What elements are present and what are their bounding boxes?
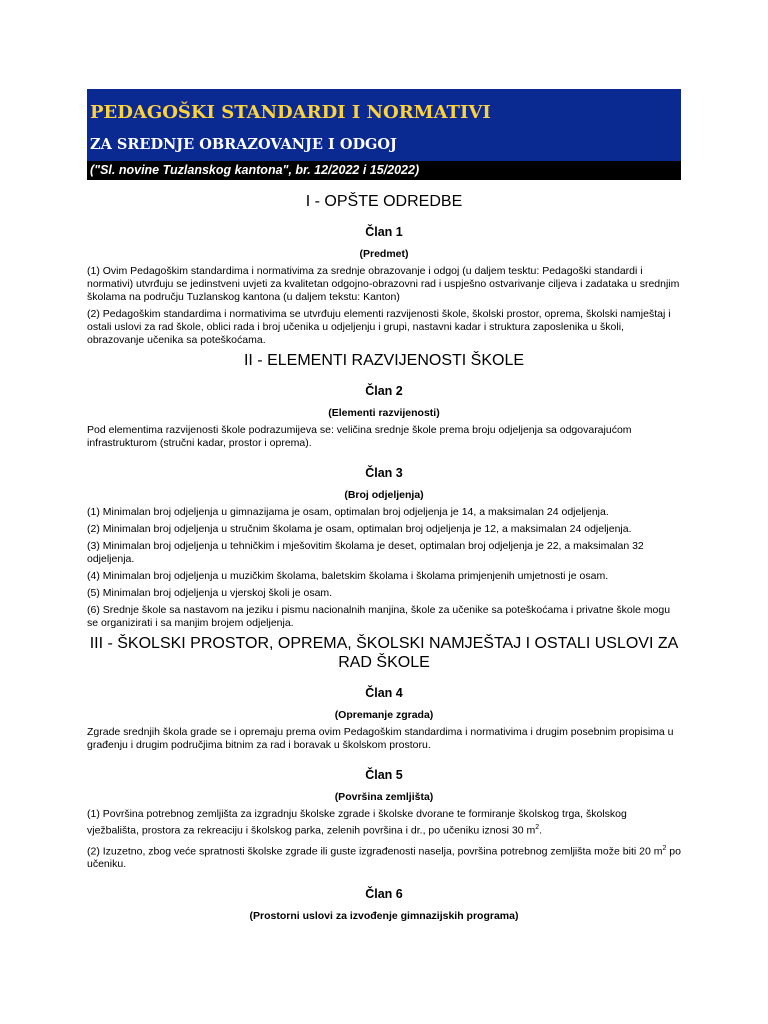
article-2-heading: (Elementi razvijenosti): [328, 407, 440, 419]
article-5-label: Član 5: [365, 768, 403, 782]
article-3-label: Član 3: [365, 466, 403, 480]
article-1-heading: (Predmet): [359, 248, 409, 260]
document-title: PEDAGOŠKI STANDARDI I NORMATIVI: [90, 102, 491, 123]
article-4-heading: (Opremanje zgrada): [334, 709, 434, 721]
article-3-paragraph-4: (4) Minimalan broj odjeljenja u muzičkim školama, baletskim školama i školama primjenjenih umjetnosti je osam.: [87, 570, 609, 582]
article-5-heading: (Površina zemljišta): [334, 791, 434, 803]
article-5-paragraph-1: (1) Površina potrebnog zemljišta za izgradnju školske zgrade i školske dvorane te formiranje školskog trga, školskog vježbališta, prostora za rekreaciju i školskog parka, zelenih površina i dr., po učeniku iznosi 30 $m^2$.: [87, 808, 627, 837]
article-2-label: Član 2: [365, 384, 403, 398]
article-5-paragraph-2: (2) Izuzetno, zbog veće spratnosti školske zgrade ili guste izgrađenosti naselja, površina potrebnog zemljišta može biti 20 $m^2$ po učeniku.: [87, 844, 681, 870]
article-3-heading: (Broj odjeljenja): [344, 489, 424, 501]
article-1-label: Član 1: [365, 225, 403, 239]
article-1-paragraph-1: (1) Ovim Pedagoškim standardima i normativima za srednje obrazovanje i odgoj (u daljem tesktu: Pedagoški standardi i normativi) utvrđuju se jedinstveni uvjeti za kvalitetan odgojno-obrazovni rad i uspješno ostvarivanje ciljeva i zadataka u srednjim školama na području Tuzlanskog kantona (u daljem tekstu: Kanton): [87, 265, 680, 303]
document-body: [87, 188, 681, 927]
article-6-heading: (Prostorni uslovi za izvođenje gimnazijskih programa): [249, 910, 519, 922]
document-subtitle: ZA SREDNJE OBRAZOVANJE I ODGOJ: [90, 136, 397, 153]
article-3-paragraph-2: (2) Minimalan broj odjeljenja u stručnim školama je osam, optimalan broj odjeljenja je 12, a maksimalan 24 odjeljenja.: [87, 523, 632, 535]
article-6-label: Član 6: [365, 887, 403, 901]
article-3-paragraph-5: (5) Minimalan broj odjeljenja u vjerskoj školi je osam.: [87, 587, 333, 599]
gazette-reference: ("Sl. novine Tuzlanskog kantona", br. 12/2022 i 15/2022): [87, 161, 681, 180]
section-heading-2: II - ELEMENTI RAZVIJENOSTI ŠKOLE: [243, 352, 525, 369]
article-2-paragraph-1: Pod elementima razvijenosti škole podrazumijeva se: veličina srednje škole prema broju odjeljenja sa odgovarajućom infrastrukturom (stručni kadar, prostor i oprema).: [87, 424, 632, 449]
section-heading-3: III - ŠKOLSKI PROSTOR, OPREMA, ŠKOLSKI NAMJEŠTAJ I OSTALI USLOVI ZA RAD ŠKOLE: [89, 635, 679, 671]
document-header-banner: [87, 89, 681, 180]
article-3-paragraph-6: (6) Srednje škole sa nastavom na jeziku i pismu nacionalnih manjina, škole za učenike sa poteškoćama i privatne škole mogu se organizirati i sa manjim brojem odjeljenja.: [87, 604, 671, 629]
article-3-paragraph-3: (3) Minimalan broj odjeljenja u tehničkim i mješovitim školama je deset, optimalan broj odjeljenja je 22, a maksimalan 32 odjeljenja.: [87, 540, 644, 565]
article-4-label: Član 4: [365, 686, 403, 700]
article-4-paragraph-1: Zgrade srednjih škola grade se i opremaju prema ovim Pedagoškim standardima i normativima i drugim posebnim propisima u građenju i drugim područjima bitnim za rad i boravak u školskom prostoru.: [87, 726, 674, 751]
article-3-paragraph-1: (1) Minimalan broj odjeljenja u gimnazijama je osam, optimalan broj odjeljenja je 14, a maksimalan 24 odjeljenja.: [87, 506, 609, 518]
article-1-paragraph-2: (2) Pedagoškim standardima i normativima se utvrđuju elementi razvijenosti škole, školski prostor, oprema, školski namještaj i ostali uslovi za rad škole, oblici rada i broj učenika u odjeljenju i grupi, nastavni kadar i struktura zaposlenika u školi, obrazovanje učenika sa poteškoćama.: [87, 308, 671, 346]
section-heading-1: I - OPŠTE ODREDBE: [305, 193, 463, 210]
